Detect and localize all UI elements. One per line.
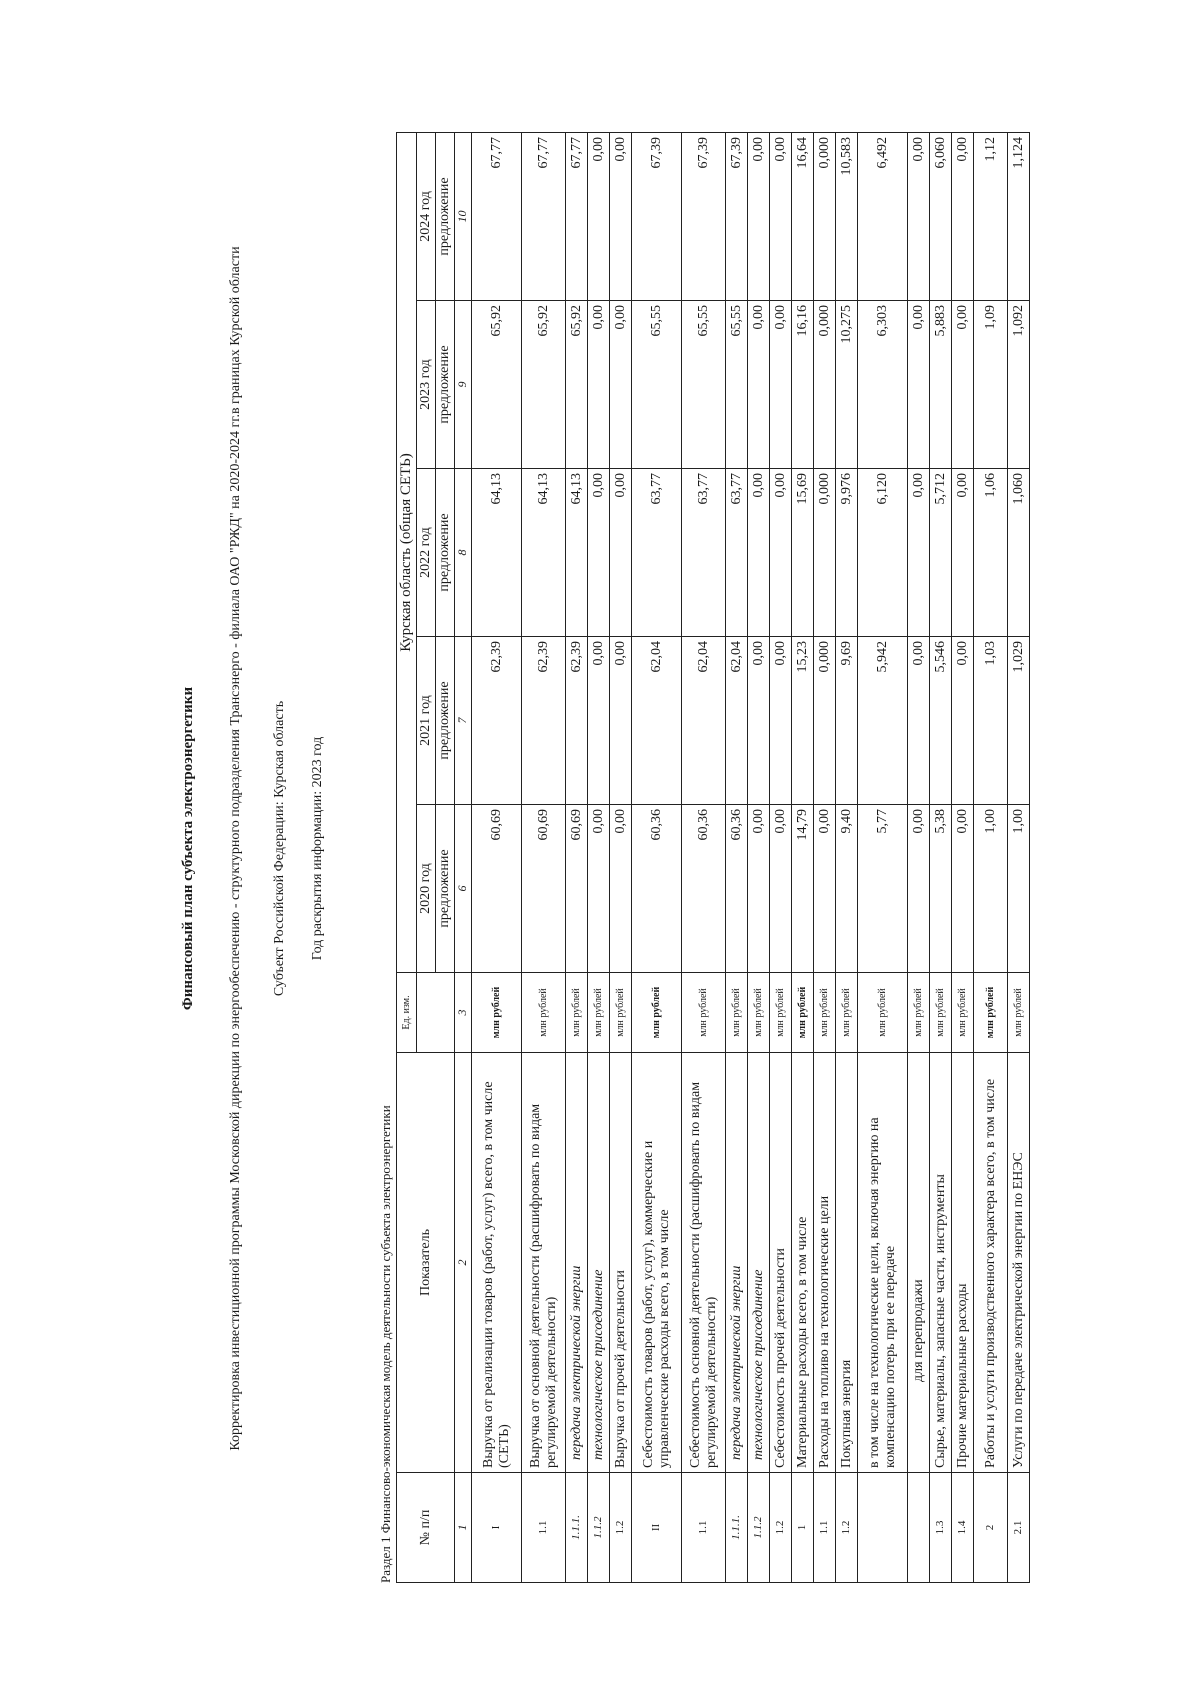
row-indicator: Выручка от прочей деятельности — [610, 1053, 632, 1473]
value-cell: 67,39 — [726, 132, 748, 300]
row-indicator: Выручка от реализации товаров (работ, услуг) всего, в том числе (СЕТЬ) — [472, 1053, 522, 1473]
value-cell: 0,000 — [814, 132, 836, 300]
value-cell: 0,00 — [610, 805, 632, 973]
value-cell: 62,04 — [726, 637, 748, 805]
row-indicator: Прочие материальные расходы — [952, 1053, 974, 1473]
value-cell: 1,09 — [974, 301, 1008, 469]
value-cell: 60,36 — [726, 805, 748, 973]
value-cell: 10,583 — [836, 132, 858, 300]
row-number: I — [472, 1473, 522, 1583]
value-cell: 0,00 — [908, 637, 930, 805]
row-unit: млн рублей — [858, 973, 908, 1053]
value-cell: 64,13 — [522, 469, 566, 637]
row-unit: млн рублей — [522, 973, 566, 1053]
value-cell: 65,55 — [682, 301, 726, 469]
table-row — [908, 132, 930, 1582]
value-cell: 0,00 — [908, 805, 930, 973]
financial-table — [396, 132, 1030, 1583]
value-cell: 0,000 — [814, 469, 836, 637]
value-cell: 0,00 — [770, 637, 792, 805]
value-cell: 1,029 — [1008, 637, 1030, 805]
row-number: 1.1.1. — [566, 1473, 588, 1583]
row-unit: млн рублей — [974, 973, 1008, 1053]
year-header: 2023 год — [417, 301, 436, 469]
value-cell: 65,92 — [522, 301, 566, 469]
value-cell: 63,77 — [682, 469, 726, 637]
value-cell: 64,13 — [566, 469, 588, 637]
value-cell: 0,00 — [908, 132, 930, 300]
row-number: II — [632, 1473, 682, 1583]
value-cell: 62,04 — [632, 637, 682, 805]
value-cell: 0,00 — [748, 637, 770, 805]
row-unit: млн рублей — [770, 973, 792, 1053]
value-cell: 0,00 — [610, 637, 632, 805]
value-cell: 65,55 — [632, 301, 682, 469]
row-indicator: Себестоимость прочей деятельности — [770, 1053, 792, 1473]
column-number: 9 — [455, 301, 472, 469]
row-unit: млн рублей — [1008, 973, 1030, 1053]
value-cell: 5,38 — [930, 805, 952, 973]
unit-blank — [417, 973, 455, 1053]
row-unit: млн рублей — [814, 973, 836, 1053]
row-indicator: Расходы на топливо на технологические цели — [814, 1053, 836, 1473]
table-row — [930, 132, 952, 1582]
value-cell: 0,00 — [952, 805, 974, 973]
row-number: 2 — [974, 1473, 1008, 1583]
value-cell: 0,00 — [952, 637, 974, 805]
table-row — [1008, 132, 1030, 1582]
value-cell: 65,92 — [566, 301, 588, 469]
value-cell: 64,13 — [472, 469, 522, 637]
section-title: Раздел 1 Финансово-экономическая модель деятельности субъекта электроэнергетики — [378, 1105, 393, 1583]
row-unit: млн рублей — [930, 973, 952, 1053]
value-cell: 62,39 — [566, 637, 588, 805]
column-number: 6 — [455, 805, 472, 973]
value-cell: 67,77 — [522, 132, 566, 300]
year-header: 2020 год — [417, 805, 436, 973]
row-unit: млн рублей — [610, 973, 632, 1053]
value-cell: 0,00 — [770, 301, 792, 469]
col-header-num: № п/п — [397, 1473, 455, 1583]
proposal-header: предложение — [436, 132, 455, 300]
row-indicator: передача электрической энергии — [566, 1053, 588, 1473]
document-title: Финансовый план субъекта электроэнергетики — [180, 686, 196, 1011]
row-indicator: Себестоимость товаров (работ, услуг), коммерческие и управленческие расходы всего, в том числе — [632, 1053, 682, 1473]
row-unit: млн рублей — [472, 973, 522, 1053]
region-header: Курская область (общая СЕТЬ) — [397, 132, 417, 972]
row-indicator: для перепродажи — [908, 1053, 930, 1473]
row-unit: млн рублей — [908, 973, 930, 1053]
value-cell: 0,000 — [814, 637, 836, 805]
value-cell: 67,39 — [632, 132, 682, 300]
row-number: 1.2 — [610, 1473, 632, 1583]
proposal-header: предложение — [436, 469, 455, 637]
row-unit: млн рублей — [632, 973, 682, 1053]
column-number: 1 — [455, 1473, 472, 1583]
row-number: 2.1 — [1008, 1473, 1030, 1583]
value-cell: 1,092 — [1008, 301, 1030, 469]
column-number: 3 — [455, 973, 472, 1053]
row-unit: млн рублей — [952, 973, 974, 1053]
row-unit: млн рублей — [836, 973, 858, 1053]
row-indicator: Выручка от основной деятельности (расшифровать по видам регулируемой деятельности) — [522, 1053, 566, 1473]
table-row — [858, 132, 908, 1582]
table-row — [974, 132, 1008, 1582]
table-row — [632, 132, 682, 1582]
col-header-unit: Ед. изм. — [397, 973, 417, 1053]
proposal-header: предложение — [436, 805, 455, 973]
value-cell: 0,00 — [610, 301, 632, 469]
year-header: 2021 год — [417, 637, 436, 805]
value-cell: 5,546 — [930, 637, 952, 805]
value-cell: 63,77 — [726, 469, 748, 637]
value-cell: 0,00 — [952, 132, 974, 300]
value-cell: 62,04 — [682, 637, 726, 805]
value-cell: 0,00 — [770, 805, 792, 973]
value-cell: 0,00 — [814, 805, 836, 973]
value-cell: 0,00 — [588, 637, 610, 805]
value-cell: 67,39 — [682, 132, 726, 300]
value-cell: 0,00 — [588, 805, 610, 973]
row-indicator: передача электрической энергии — [726, 1053, 748, 1473]
row-number: 1.1 — [682, 1473, 726, 1583]
row-number: 1.4 — [952, 1473, 974, 1583]
value-cell: 1,00 — [974, 805, 1008, 973]
row-number: 1.1.2 — [588, 1473, 610, 1583]
subject-line: Субъект Российской Федерации: Курская область — [272, 700, 287, 997]
value-cell: 60,69 — [522, 805, 566, 973]
value-cell: 6,303 — [858, 301, 908, 469]
value-cell: 1,00 — [1008, 805, 1030, 973]
row-unit: млн рублей — [726, 973, 748, 1053]
value-cell: 60,69 — [566, 805, 588, 973]
value-cell: 6,060 — [930, 132, 952, 300]
value-cell: 0,00 — [748, 469, 770, 637]
value-cell: 16,64 — [792, 132, 814, 300]
table-row — [682, 132, 726, 1582]
row-unit: млн рублей — [682, 973, 726, 1053]
value-cell: 62,39 — [522, 637, 566, 805]
table-row — [836, 132, 858, 1582]
value-cell: 0,00 — [748, 132, 770, 300]
table-row — [952, 132, 974, 1582]
row-number: 1 — [792, 1473, 814, 1583]
proposal-header: предложение — [436, 637, 455, 805]
column-number: 8 — [455, 469, 472, 637]
value-cell: 10,275 — [836, 301, 858, 469]
table-row — [472, 132, 522, 1582]
table-body — [472, 132, 1030, 1582]
value-cell: 62,39 — [472, 637, 522, 805]
value-cell: 9,69 — [836, 637, 858, 805]
value-cell: 0,00 — [770, 469, 792, 637]
value-cell: 15,69 — [792, 469, 814, 637]
value-cell: 9,40 — [836, 805, 858, 973]
row-indicator: Себестоимость основной деятельности (расшифровать по видам регулируемой деятельности) — [682, 1053, 726, 1473]
year-header: 2022 год — [417, 469, 436, 637]
row-number: 1.2 — [836, 1473, 858, 1583]
value-cell: 14,79 — [792, 805, 814, 973]
row-indicator: Работы и услуги производственного характера всего, в том числе — [974, 1053, 1008, 1473]
row-indicator: Покупная энергия — [836, 1053, 858, 1473]
value-cell: 16,16 — [792, 301, 814, 469]
table-row — [770, 132, 792, 1582]
value-cell: 0,00 — [908, 301, 930, 469]
value-cell: 15,23 — [792, 637, 814, 805]
value-cell: 67,77 — [566, 132, 588, 300]
value-cell: 0,00 — [770, 132, 792, 300]
value-cell: 60,69 — [472, 805, 522, 973]
column-number: 10 — [455, 132, 472, 300]
value-cell: 5,883 — [930, 301, 952, 469]
row-number: 1.1.1. — [726, 1473, 748, 1583]
row-number — [908, 1473, 930, 1583]
row-indicator: технологическое присоединение — [748, 1053, 770, 1473]
row-number — [858, 1473, 908, 1583]
row-number: 1.1 — [522, 1473, 566, 1583]
row-indicator: технологическое присоединение — [588, 1053, 610, 1473]
value-cell: 67,77 — [472, 132, 522, 300]
table-row — [814, 132, 836, 1582]
value-cell: 0,00 — [588, 301, 610, 469]
value-cell: 65,55 — [726, 301, 748, 469]
value-cell: 6,492 — [858, 132, 908, 300]
row-number: 1.2 — [770, 1473, 792, 1583]
proposal-header: предложение — [436, 301, 455, 469]
table-row — [792, 132, 814, 1582]
value-cell: 0,00 — [748, 805, 770, 973]
value-cell: 6,120 — [858, 469, 908, 637]
value-cell: 1,03 — [974, 637, 1008, 805]
row-number: 1.1.2 — [748, 1473, 770, 1583]
value-cell: 63,77 — [632, 469, 682, 637]
row-number: 1.1 — [814, 1473, 836, 1583]
value-cell: 5,712 — [930, 469, 952, 637]
value-cell: 0,00 — [748, 301, 770, 469]
row-indicator: Сырье, материалы, запасные части, инструменты — [930, 1053, 952, 1473]
value-cell: 5,942 — [858, 637, 908, 805]
value-cell: 0,000 — [814, 301, 836, 469]
table-row — [748, 132, 770, 1582]
value-cell: 0,00 — [610, 469, 632, 637]
value-cell: 1,12 — [974, 132, 1008, 300]
row-number: 1.3 — [930, 1473, 952, 1583]
row-indicator: в том числе на технологические цели, включая энергию на компенсацию потерь при ее передаче — [858, 1053, 908, 1473]
column-number: 7 — [455, 637, 472, 805]
disclosure-year-line: Год раскрытия информации: 2023 год — [310, 736, 325, 961]
table-row — [610, 132, 632, 1582]
table-row — [566, 132, 588, 1582]
value-cell: 0,00 — [952, 469, 974, 637]
col-header-indicator: Показатель — [397, 1053, 455, 1473]
value-cell: 0,00 — [952, 301, 974, 469]
row-indicator: Материальные расходы всего, в том числе — [792, 1053, 814, 1473]
table-row — [726, 132, 748, 1582]
row-indicator: Услуги по передаче электрической энергии по ЕНЭС — [1008, 1053, 1030, 1473]
value-cell: 1,06 — [974, 469, 1008, 637]
value-cell: 65,92 — [472, 301, 522, 469]
value-cell: 1,060 — [1008, 469, 1030, 637]
value-cell: 1,124 — [1008, 132, 1030, 300]
value-cell: 9,976 — [836, 469, 858, 637]
value-cell: 0,00 — [908, 469, 930, 637]
value-cell: 5,77 — [858, 805, 908, 973]
value-cell: 60,36 — [682, 805, 726, 973]
column-number: 2 — [455, 1053, 472, 1473]
table-row — [522, 132, 566, 1582]
row-unit: млн рублей — [748, 973, 770, 1053]
table-row — [588, 132, 610, 1582]
document-subtitle: Корректировка инвестиционной программы Московской дирекции по энергообеспечению - структурного подразделения Трансэнерго - филиала ОАО "РЖД" на 2020-2024 гг.в границах Курской области — [228, 246, 243, 1451]
value-cell: 60,36 — [632, 805, 682, 973]
row-unit: млн рублей — [588, 973, 610, 1053]
year-header: 2024 год — [417, 132, 436, 300]
value-cell: 0,00 — [610, 132, 632, 300]
row-unit: млн рублей — [566, 973, 588, 1053]
value-cell: 0,00 — [588, 132, 610, 300]
row-unit: млн рублей — [792, 973, 814, 1053]
value-cell: 0,00 — [588, 469, 610, 637]
